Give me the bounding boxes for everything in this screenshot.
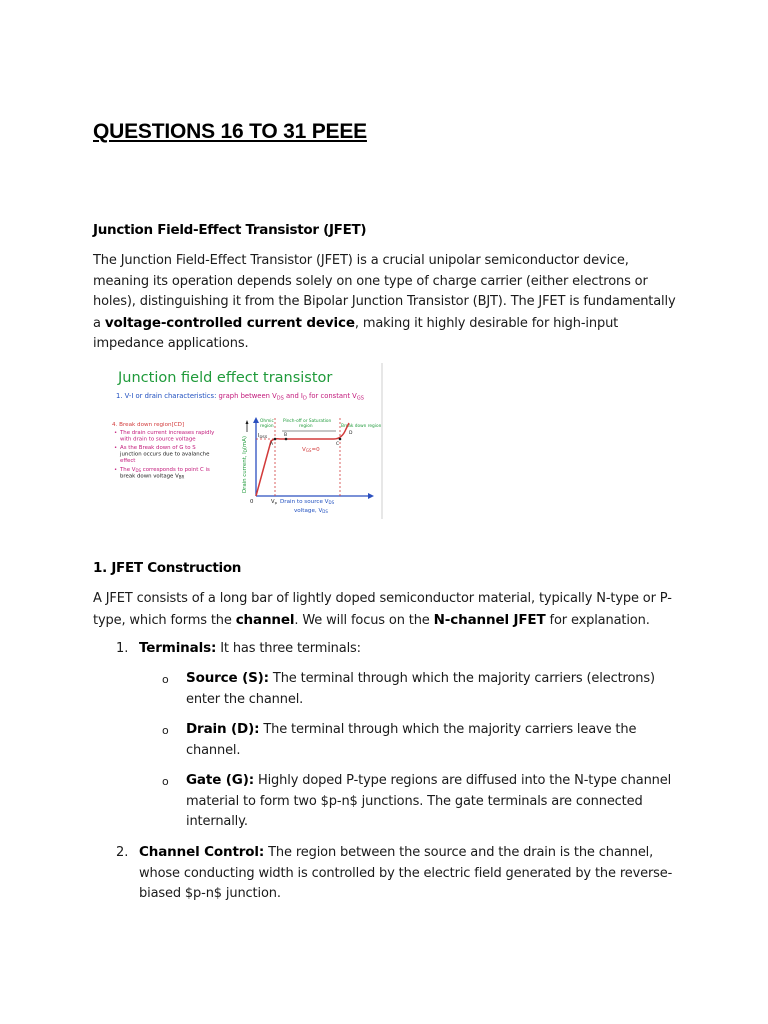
- figure-title: Junction field effect transistor: [118, 370, 333, 386]
- list-item-channel-control: [139, 842, 679, 905]
- intro-text-a: The Junction Field-Effect Transistor (JFET) is a crucial unipolar semiconductor device, meaning its operation depends solely on one type of charge carrier (either electrons or holes), distinguishing it from the Bipolar Junction Transistor (BJT). The JFET is fundamentally a: [93, 253, 676, 331]
- list-item-source: [186, 668, 680, 710]
- intro-bold: voltage-controlled current device: [104, 314, 355, 331]
- x-axis-label: Drain to source VDS voltage, VDS: [280, 499, 335, 514]
- gate-bold: Gate (G):: [186, 772, 254, 788]
- channel-control-text: The region between the source and the drain is the channel, whose conducting width is controlled by the electric field generated by the reverse-biased $p-n$ junction.: [139, 845, 673, 901]
- construction-text-a: A JFET consists of a long bar of lightly doped semiconductor material, typically N-type or P-type, which forms the: [93, 591, 672, 628]
- ohmic-label: Ohmic region: [260, 419, 274, 429]
- point-c-label: C: [336, 442, 340, 447]
- idss-label: $I_{DSS}$: [258, 433, 268, 439]
- point-d-label: D: [349, 431, 353, 436]
- figure-svg: [108, 363, 384, 519]
- origin-label: 0: [250, 499, 254, 505]
- gate-text: Highly doped P-type regions are diffused into the N-type channel material to form two $p-n$ junctions. The gate terminals are connected internally.: [186, 773, 672, 829]
- construction-heading: 1. JFET Construction: [93, 560, 242, 576]
- breakdown-heading: 4. Break down region[CD]: [112, 422, 185, 428]
- vgs-label: VGS=0: [302, 447, 320, 453]
- drain-bold: Drain (D):: [186, 721, 260, 737]
- point-a: [274, 438, 277, 441]
- source-text: The terminal through which the majority carriers (electrons) enter the channel.: [186, 671, 655, 707]
- point-b-label: B: [284, 433, 288, 438]
- construction-text-b: . We will focus on the: [294, 612, 434, 628]
- jfet-characteristics-figure: [108, 363, 384, 519]
- point-c: [339, 438, 342, 441]
- bullet-gate: o: [162, 775, 169, 788]
- breakdown-bullet-2: • As the Break down of G to S junction occurs due to avalanche effect: [114, 445, 210, 464]
- construction-bold-channel: channel: [235, 611, 295, 628]
- jfet-heading: Junction Field-Effect Transistor (JFET): [93, 222, 367, 238]
- point-a-label: A: [270, 442, 274, 447]
- breakdown-region-label: Break down region: [341, 424, 382, 429]
- terminals-text: It has three terminals:: [216, 641, 361, 656]
- y-axis-label: Drain current, ID(mA): [242, 435, 248, 493]
- breakdown-bullet-1: • The drain current increases rapidly with drain to source voltage: [114, 430, 215, 443]
- document-title: QUESTIONS 16 TO 31 PEEE: [93, 120, 367, 143]
- list-item-gate: [186, 770, 680, 833]
- source-bold: Source (S):: [186, 670, 269, 686]
- list-item-terminals: [139, 638, 679, 660]
- list-number-1: 1.: [116, 641, 129, 656]
- bullet-drain: o: [162, 724, 169, 737]
- construction-bold-nchannel: N-channel JFET: [433, 611, 546, 628]
- intro-text-b: , making it highly desirable for high-input impedance applications.: [93, 315, 619, 351]
- vp-label: Vp: [271, 499, 277, 505]
- construction-text-c: for explanation.: [545, 612, 650, 628]
- jfet-intro-paragraph: [93, 251, 681, 355]
- pinch-label: Pinch-off or Saturation region: [283, 419, 332, 429]
- terminals-bold: Terminals:: [139, 640, 217, 656]
- breakdown-bullet-3: • The VDS corresponds to point C is break down voltage VBR: [114, 467, 210, 480]
- drain-text: The terminal through which the majority carriers leave the channel.: [186, 722, 637, 758]
- list-number-2: 2.: [116, 845, 129, 860]
- list-item-drain: [186, 719, 680, 761]
- construction-paragraph: [93, 589, 681, 631]
- point-b: [285, 438, 288, 441]
- bullet-source: o: [162, 673, 169, 686]
- channel-control-bold: Channel Control:: [139, 844, 265, 860]
- figure-subtitle: 1. V-I or drain characteristics: graph between $V_{DS}$ and $I_D$ for constant $V_{GS}$: [116, 392, 364, 402]
